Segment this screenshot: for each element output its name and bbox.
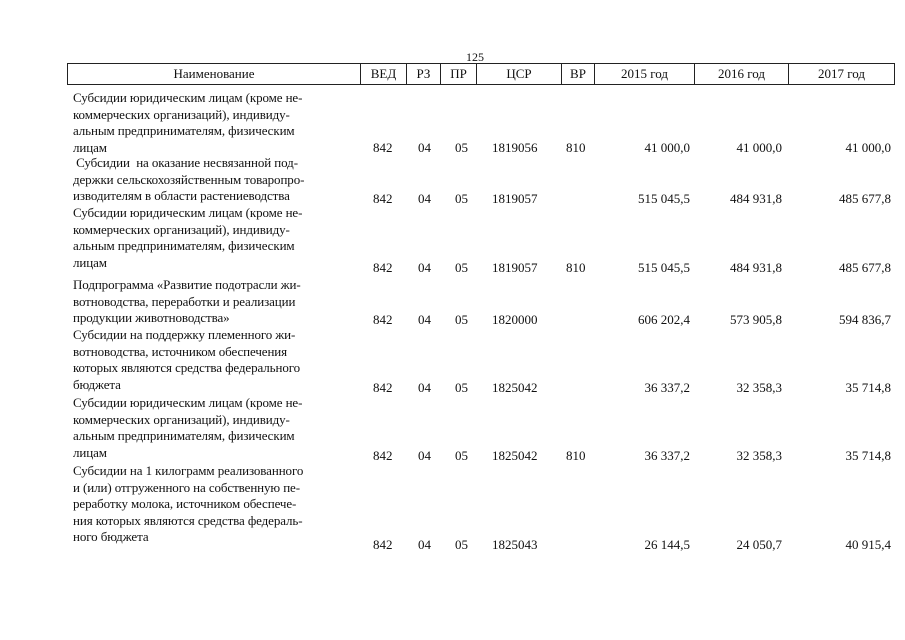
row-name-line: альным предпринимателям, физическим xyxy=(73,123,295,138)
row-name-line: бюджета xyxy=(73,376,121,392)
cell-2017: 485 677,8 xyxy=(839,260,891,275)
cell-2016: 484 931,8 xyxy=(730,260,782,275)
cell-2016: 41 000,0 xyxy=(736,140,782,155)
row-name-line: которых являются средства федерального xyxy=(73,360,301,375)
cell-rz: 04 xyxy=(418,537,431,552)
cell-ved: 842 xyxy=(373,380,393,395)
row-name-line: реработку молока, источником обеспече- xyxy=(73,496,297,511)
cell-rz: 04 xyxy=(418,312,431,327)
cell-csr: 1819057 xyxy=(492,260,538,275)
row-name-line: коммерческих организаций), индивиду- xyxy=(73,221,290,237)
row-name xyxy=(73,90,358,156)
cell-pr: 05 xyxy=(455,260,468,275)
cell-pr: 05 xyxy=(455,140,468,155)
cell-rz: 04 xyxy=(418,448,431,463)
row-name-line: Субсидии юридическим лицам (кроме не- xyxy=(73,90,303,105)
cell-ved: 842 xyxy=(373,140,393,155)
row-name-line: продукции животноводства» xyxy=(73,310,230,325)
cell-2016: 32 358,3 xyxy=(736,380,782,395)
row-name-line: Подпрограмма «Развитие подотрасли жи- xyxy=(73,277,301,292)
row-name-line: Субсидии юридическим лицам (кроме не- xyxy=(73,205,303,220)
cell-2017: 485 677,8 xyxy=(839,191,891,206)
row-name-line: и (или) отгруженного на собственную пе- xyxy=(73,479,300,495)
row-name-line: лицам xyxy=(73,139,107,155)
cell-rz: 04 xyxy=(418,191,431,206)
cell-pr: 05 xyxy=(455,380,468,395)
cell-ved: 842 xyxy=(373,448,393,463)
row-name xyxy=(73,463,358,546)
cell-2015: 41 000,0 xyxy=(644,140,690,155)
row-name xyxy=(73,327,358,393)
cell-2016: 484 931,8 xyxy=(730,191,782,206)
row-name-line: ния которых являются средства федераль- xyxy=(73,512,303,528)
cell-rz: 04 xyxy=(418,380,431,395)
cell-2015: 36 337,2 xyxy=(644,380,690,395)
cell-vr: 810 xyxy=(566,140,586,155)
cell-2016: 24 050,7 xyxy=(736,537,782,552)
row-name-line: Субсидии на 1 килограмм реализованного xyxy=(73,463,304,478)
column-header-2017: 2017 год xyxy=(818,66,865,81)
row-name xyxy=(73,205,358,271)
row-name-line: альным предпринимателям, физическим xyxy=(73,238,295,253)
cell-2016: 32 358,3 xyxy=(736,448,782,463)
column-header-2015: 2015 год xyxy=(595,64,695,84)
cell-pr: 05 xyxy=(455,537,468,552)
cell-pr: 05 xyxy=(455,191,468,206)
cell-2017: 40 915,4 xyxy=(845,537,891,552)
cell-csr: 1819057 xyxy=(492,191,538,206)
row-name-line: коммерческих организаций), индивиду- xyxy=(73,411,290,427)
cell-ved: 842 xyxy=(373,260,393,275)
column-header-name: Наименование xyxy=(68,64,361,84)
cell-2015: 515 045,5 xyxy=(638,191,690,206)
cell-2015: 26 144,5 xyxy=(644,537,690,552)
row-name xyxy=(73,155,358,205)
row-name-line: коммерческих организаций), индивиду- xyxy=(73,106,290,122)
row-name-line: изводителям в области растениеводства xyxy=(73,188,290,203)
cell-2017: 41 000,0 xyxy=(845,140,891,155)
column-header-csr: ЦСР xyxy=(477,64,562,84)
table-header xyxy=(67,63,895,85)
cell-2017: 594 836,7 xyxy=(839,312,891,327)
cell-2017: 35 714,8 xyxy=(845,380,891,395)
cell-2015: 515 045,5 xyxy=(638,260,690,275)
row-name-line: ного бюджета xyxy=(73,529,149,544)
row-name-line: держки сельскохозяйственным товаропро- xyxy=(73,171,305,187)
row-name-line: лицам xyxy=(73,444,107,460)
cell-vr: 810 xyxy=(566,260,586,275)
cell-csr: 1819056 xyxy=(492,140,538,155)
cell-csr: 1825043 xyxy=(492,537,538,552)
row-name xyxy=(73,277,358,327)
row-name-line: Субсидии на поддержку племенного жи- xyxy=(73,327,296,342)
cell-2017: 35 714,8 xyxy=(845,448,891,463)
column-header-2016: 2016 год xyxy=(695,64,789,84)
cell-2015: 606 202,4 xyxy=(638,312,690,327)
row-name-line: Субсидии юридическим лицам (кроме не- xyxy=(73,395,303,410)
cell-2016: 573 905,8 xyxy=(730,312,782,327)
cell-pr: 05 xyxy=(455,448,468,463)
cell-csr: 1820000 xyxy=(492,312,538,327)
row-name-line: вотноводства, источником обеспечения xyxy=(73,343,288,359)
cell-rz: 04 xyxy=(418,260,431,275)
row-name-line: альным предпринимателям, физическим xyxy=(73,428,295,443)
cell-2015: 36 337,2 xyxy=(644,448,690,463)
cell-csr: 1825042 xyxy=(492,448,538,463)
cell-pr: 05 xyxy=(455,312,468,327)
column-header-rz: РЗ xyxy=(407,64,441,84)
cell-ved: 842 xyxy=(373,191,393,206)
column-header-ved: ВЕД xyxy=(361,64,407,84)
row-name-line: вотноводства, переработки и реализации xyxy=(73,293,296,309)
row-name xyxy=(73,395,358,461)
row-name-line: Субсидии на оказание несвязанной под- xyxy=(73,155,298,170)
page-number: 125 xyxy=(466,50,484,64)
cell-ved: 842 xyxy=(373,537,393,552)
cell-csr: 1825042 xyxy=(492,380,538,395)
column-header-pr: ПР xyxy=(441,64,477,84)
cell-rz: 04 xyxy=(418,140,431,155)
column-header-vr: ВР xyxy=(562,64,595,84)
cell-vr: 810 xyxy=(566,448,586,463)
cell-ved: 842 xyxy=(373,312,393,327)
row-name-line: лицам xyxy=(73,254,107,270)
